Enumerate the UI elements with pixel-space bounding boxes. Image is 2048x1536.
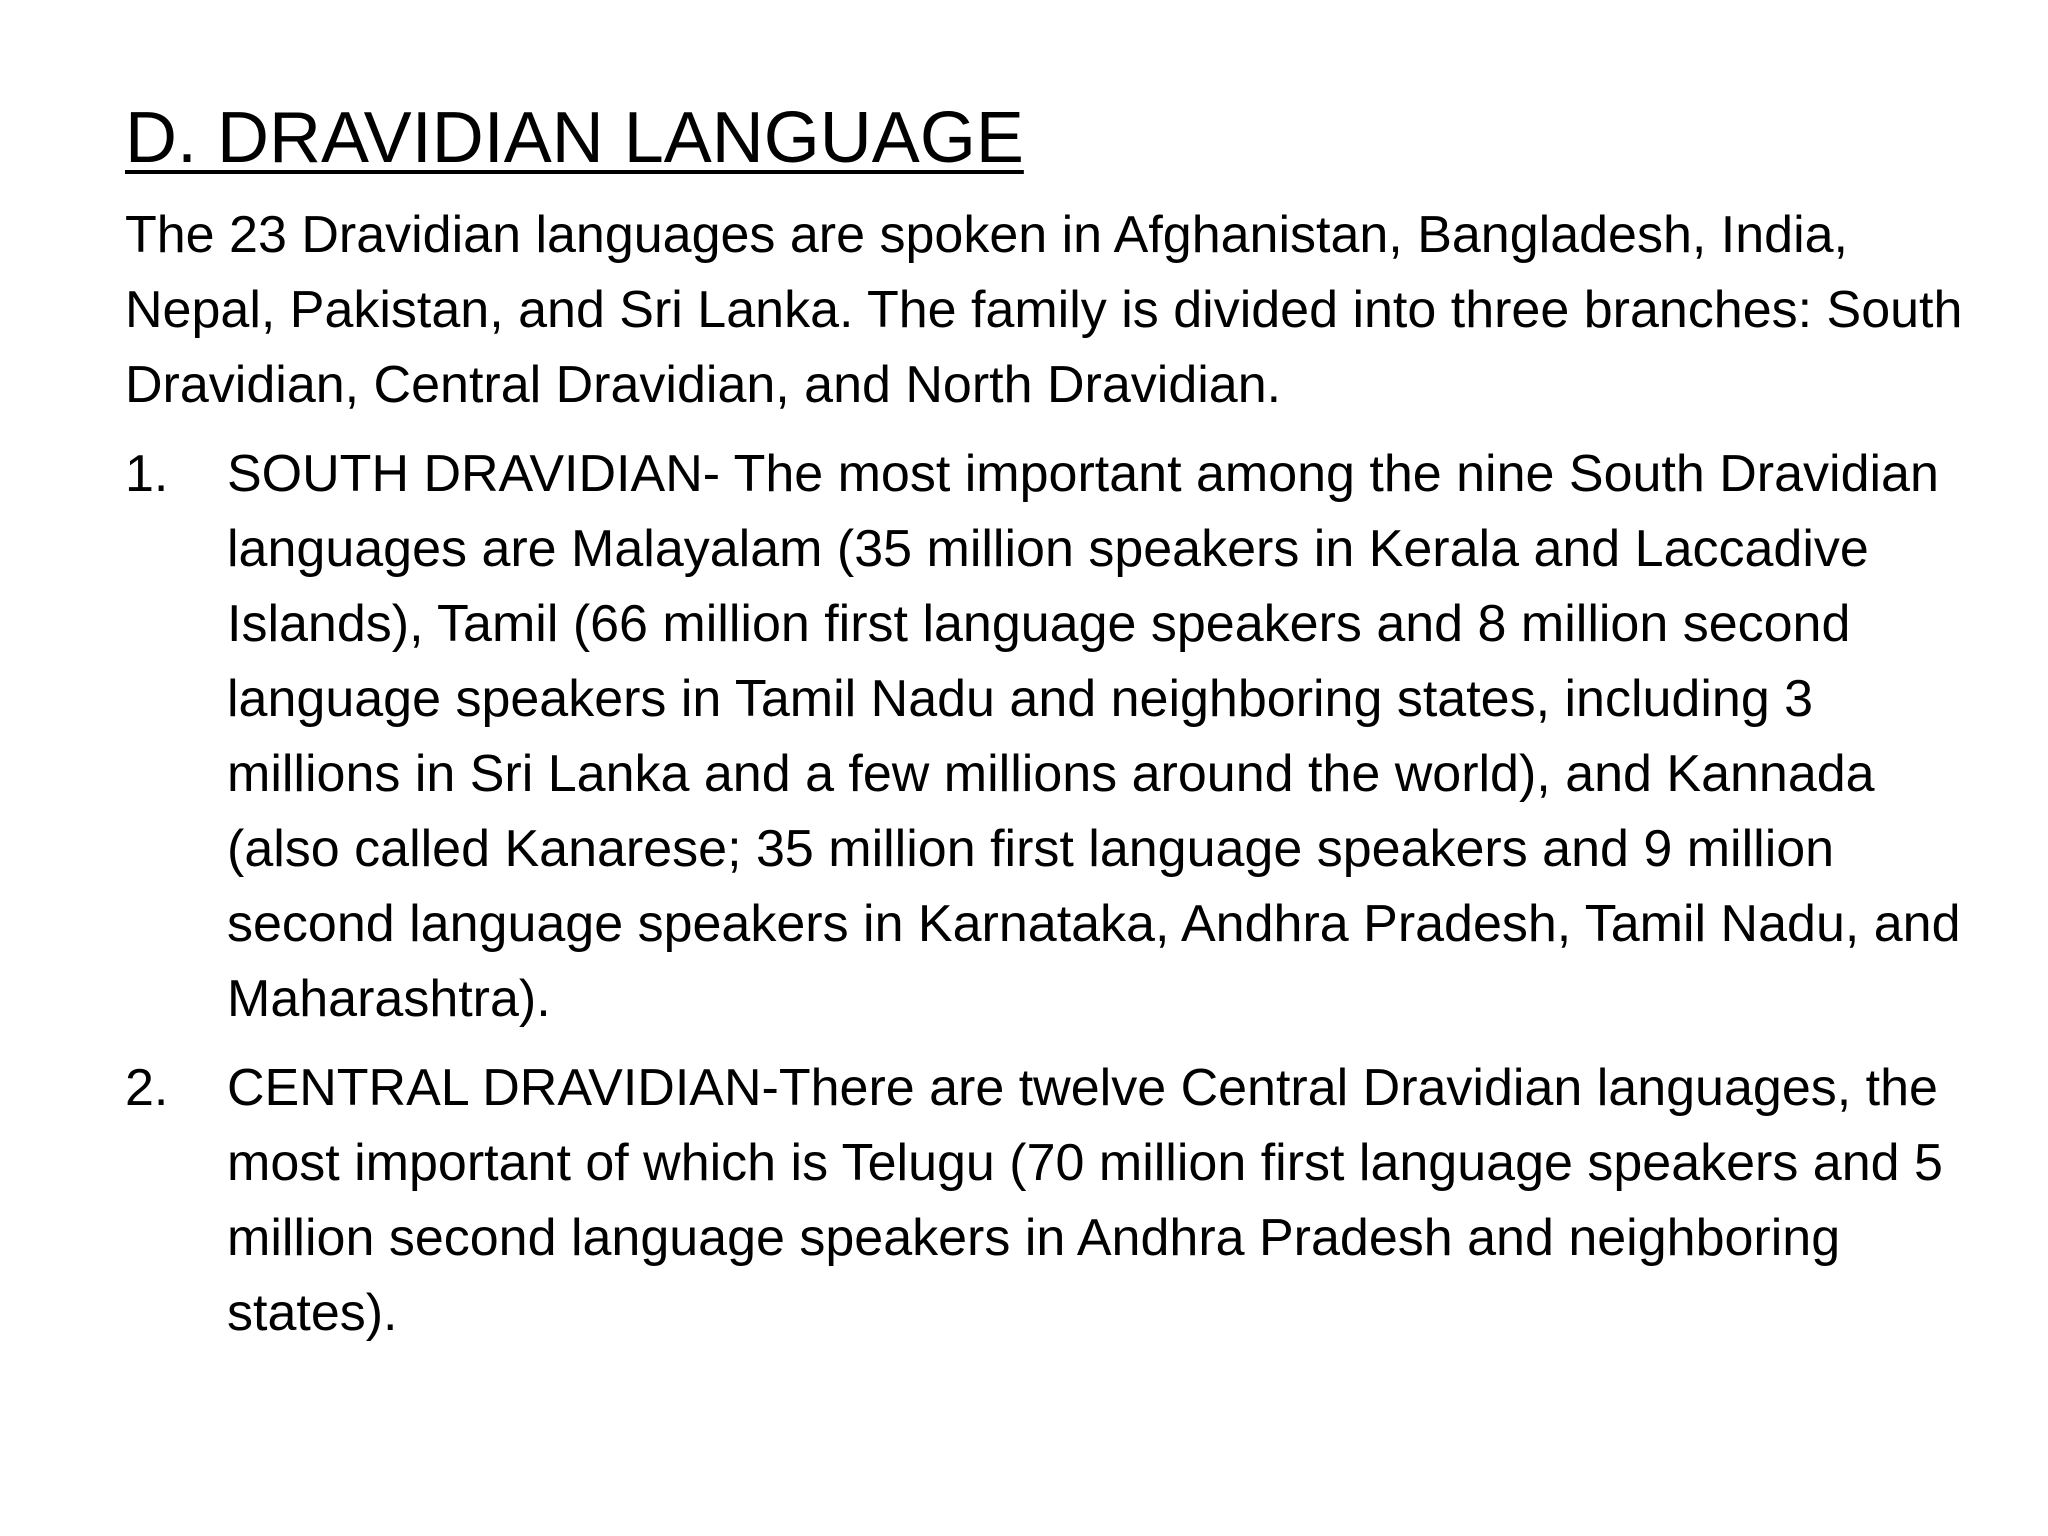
list-item-central-dravidian xyxy=(125,1051,1965,1351)
list-item-south-dravidian xyxy=(125,437,1965,1037)
list-item-number: 1. xyxy=(125,445,169,503)
intro-paragraph: The 23 Dravidian languages are spoken in Afghanistan, Bangladesh, India, Nepal, Pakistan, and Sri Lanka. The family is divided into three branches: South Dravidian, Central Dravidian, and North Dravidian. xyxy=(125,206,1963,414)
list-item-number: 2. xyxy=(125,1059,169,1117)
list-item-text: CENTRAL DRAVIDIAN-There are twelve Central Dravidian languages, the most important of which is Telugu (70 million first language speakers and 5 million second language speakers in Andhra Pradesh and neighboring states). xyxy=(227,1059,1943,1342)
branch-list xyxy=(125,437,1965,1351)
list-item-text: SOUTH DRAVIDIAN- The most important among the nine South Dravidian languages are Malayalam (35 million speakers in Kerala and Laccadive Islands), Tamil (66 million first language speakers and 8 million second language speakers in Tamil Nadu and neighboring states, including 3 millions in Sri Lanka and a few millions around the world), and Kannada (also called Kanarese; 35 million first language speakers and 9 million second language speakers in Karnataka, Andhra Pradesh, Tamil Nadu, and Maharashtra). xyxy=(227,445,1961,1028)
slide-body xyxy=(125,198,1965,1365)
slide-title: D. DRAVIDIAN LANGUAGE xyxy=(125,98,1024,178)
